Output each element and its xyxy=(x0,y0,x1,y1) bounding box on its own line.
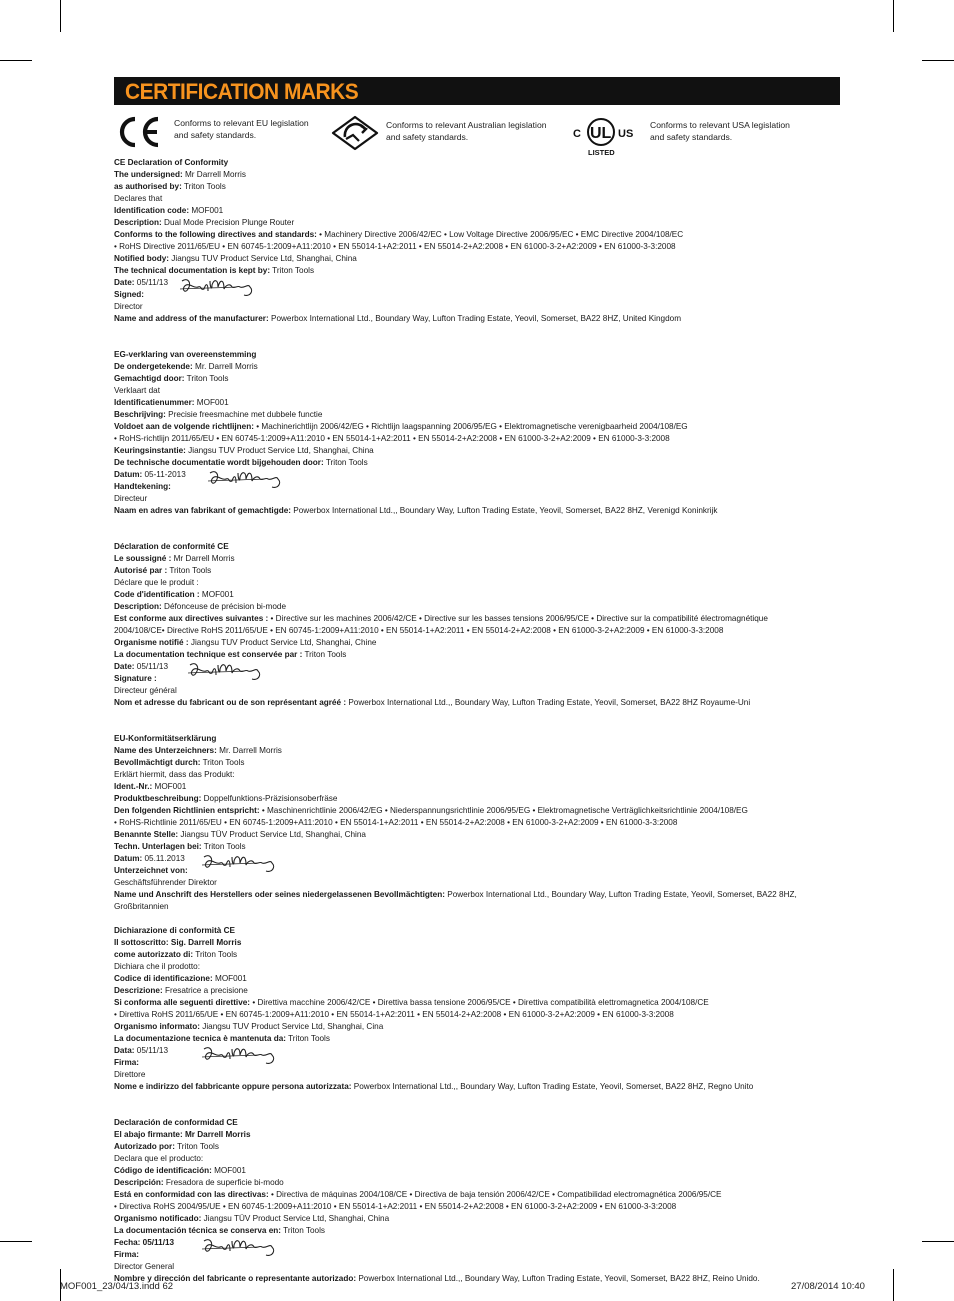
field-label: come autorizzato di: xyxy=(114,950,194,959)
crop-mark xyxy=(893,1269,894,1301)
field-value: Triton Tools xyxy=(193,950,238,959)
field-label: Codice di identificazione: xyxy=(114,974,213,983)
field-text: Verklaart dat xyxy=(114,386,160,395)
crop-mark xyxy=(0,60,32,61)
field-value: Mr. Darrell Morris xyxy=(216,746,282,755)
declaration-it xyxy=(114,925,840,1093)
field-label: The undersigned: xyxy=(114,170,183,179)
field-label: Description: xyxy=(114,602,162,611)
field-label: Name des Unterzeichners: xyxy=(114,746,217,755)
signature xyxy=(200,851,284,881)
crop-mark xyxy=(922,1241,954,1242)
field-label: Beschrijving: xyxy=(114,410,166,419)
field-value: Fresatrice a precisione xyxy=(162,986,248,995)
ul-listed-label: LISTED xyxy=(588,148,615,157)
field-text: Geschäftsführender Direktor xyxy=(114,878,217,887)
field-label: Está en conformidad con las directivas: xyxy=(114,1190,269,1199)
crop-mark xyxy=(0,1241,32,1242)
field-label: Fecha: 05/11/13 xyxy=(114,1238,175,1247)
field-label: Datum: xyxy=(114,854,143,863)
field-value: MOF001 xyxy=(189,206,224,215)
field-label: Description: xyxy=(114,218,162,227)
field-text: 2004/108/CE• Directive RoHS 2011/65/UE • EN 60745-1:2009+A11:2010 • EN 55014-1+A2:2011 • EN 55014-2+A2:2008 • EN 61000-3-2+A2:2009 • EN 61000-3-3:2008 xyxy=(114,626,724,635)
field-label: Organismo informato: xyxy=(114,1022,200,1031)
field-value: Défonceuse de précision bi-mode xyxy=(161,602,287,611)
field-label: Naam en adres van fabrikant of gemachtigde: xyxy=(114,506,291,515)
field-label: Data: xyxy=(114,1046,135,1055)
field-value: Triton Tools xyxy=(181,182,226,191)
field-value: Powerbox International Ltd.,, Boundary Way, Lufton Trading Estate, Yeovil, Somerset, BA22 8HZ Royaume-Uni xyxy=(346,698,751,707)
ce-mark-icon xyxy=(114,115,162,154)
field-label: Nombre y dirección del fabricante o representante autorizado: xyxy=(114,1274,357,1283)
field-value: Triton Tools xyxy=(167,566,212,575)
declaration-fr xyxy=(114,541,840,709)
mark-text-line: Conforms to relevant USA legislation xyxy=(650,120,790,130)
field-label: Name and address of the manufacturer: xyxy=(114,314,269,323)
mark-text-line: and safety standards. xyxy=(174,130,257,140)
field-label: Datum: xyxy=(114,470,143,479)
mark-text-line: and safety standards. xyxy=(650,132,733,142)
field-label: Code d'identification : xyxy=(114,590,200,599)
field-value: Mr. Darrell Morris xyxy=(192,362,258,371)
field-value: Powerbox International Ltd.,, Boundary Way, Lufton Trading Estate, Yeovil, Somerset, BA22 8HZ, Reino Unido. xyxy=(356,1274,760,1283)
field-text: Direttore xyxy=(114,1070,146,1079)
field-value: Mr Darrell Morris xyxy=(182,170,246,179)
field-value: Dual Mode Precision Plunge Router xyxy=(161,218,295,227)
field-value: Powerbox International Ltd., Boundary Way, Lufton Trading Estate, Yeovil, Somerset, BA22 8HZ, xyxy=(444,890,797,899)
field-label: Techn. Unterlagen bei: xyxy=(114,842,202,851)
signature xyxy=(206,467,290,497)
field-label: Notified body: xyxy=(114,254,170,263)
field-label: The technical documentation is kept by: xyxy=(114,266,271,275)
field-label: Benannte Stelle: xyxy=(114,830,179,839)
declaration-title: EG-verklaring van overeenstemming xyxy=(114,350,257,359)
crop-mark xyxy=(60,0,61,32)
field-label: Unterzeichnet von: xyxy=(114,866,188,875)
field-label: Name und Anschrift des Herstellers oder seines niedergelassenen Bevollmächtigten: xyxy=(114,890,445,899)
mark-description xyxy=(386,119,547,143)
field-value: Fresadora de superficie bi-modo xyxy=(163,1178,284,1187)
field-label: Bevollmächtigt durch: xyxy=(114,758,201,767)
ul-mark-icon xyxy=(571,113,637,162)
signature xyxy=(200,1043,284,1073)
declaration-title: EU-Konformitätserklärung xyxy=(114,734,217,743)
field-label: De technische documentatie wordt bijgehouden door: xyxy=(114,458,324,467)
field-label: Signature : xyxy=(114,674,157,683)
field-label: Date: xyxy=(114,662,135,671)
footer-file-info: MOF001_23/04/13.indd 62 xyxy=(60,1281,174,1292)
field-label: Keuringsinstantie: xyxy=(114,446,186,455)
field-value: • Directive sur les machines 2006/42/CE • Directive sur les basses tensions 2006/95/CE • Directive sur la compatibilité électromagnétique xyxy=(268,614,768,623)
field-text: Declara que el producto: xyxy=(114,1154,204,1163)
crop-mark xyxy=(893,0,894,32)
field-label: La documentación técnica se conserva en: xyxy=(114,1226,281,1235)
field-label: Produktbeschreibung: xyxy=(114,794,202,803)
mark-description xyxy=(650,119,790,143)
field-label: Date: xyxy=(114,278,135,287)
field-value: 05-11-2013 xyxy=(142,470,186,479)
field-value: Triton Tools xyxy=(285,1034,330,1043)
field-text: • Direttiva RoHS 2011/65/UE • EN 60745-1:2009+A11:2010 • EN 55014-1+A2:2011 • EN 55014-2+A2:2008 • EN 61000-3-2+A2:2009 • EN 61000-3-3:2008 xyxy=(114,1010,674,1019)
field-text: Directeur xyxy=(114,494,148,503)
field-value: Powerbox International Ltd.,, Boundary Way, Lufton Trading Estate, Yeovil, Somerset, BA22 8HZ, Regno Unito xyxy=(351,1082,754,1091)
field-label: Descrizione: xyxy=(114,986,163,995)
field-value: Triton Tools xyxy=(281,1226,325,1235)
field-text: • RoHS-richtlijn 2011/65/EU • EN 60745-1:2009+A11:2010 • EN 55014-1+A2:2011 • EN 55014-2+A2:2008 • EN 61000-3-2+A2:2009 • EN 61000-3-3:2008 xyxy=(114,434,670,443)
field-label: La documentation technique est conservée par : xyxy=(114,650,303,659)
field-value: 05/11/13 xyxy=(134,278,169,287)
field-value: Jiangsu TUV Product Service Ltd, Shanghai, China xyxy=(185,446,374,455)
field-value: • Directiva de máquinas 2004/108/CE • Directiva de baja tensión 2006/42/CE • Compatibilidad electromagnética 2006/95/CE xyxy=(268,1190,722,1199)
field-value: MOF001 xyxy=(194,398,229,407)
field-value: Doppelfunktions-Präzisionsoberfräse xyxy=(201,794,338,803)
field-label: Gemachtigd door: xyxy=(114,374,185,383)
field-value: Triton Tools xyxy=(270,266,315,275)
field-value: MOF001 xyxy=(211,1166,246,1175)
field-value: Triton Tools xyxy=(302,650,347,659)
field-text: Déclare que le produit : xyxy=(114,578,199,587)
field-text: • RoHS-Richtlinie 2011/65/EU • EN 60745-1:2009+A11:2010 • EN 55014-1+A2:2011 • EN 55014-2+A2:2008 • EN 61000-3-2+A2:2009 • EN 61000-3-3:2008 xyxy=(114,818,678,827)
signature xyxy=(178,275,262,305)
field-value: Powerbox International Ltd., Boundary Way, Lufton Trading Estate, Yeovil, Somerset, BA22 8HZ, United Kingdom xyxy=(268,314,682,323)
field-text: • Directiva RoHS 2004/95/UE • EN 60745-1:2009+A11:2010 • EN 55014-1+A2:2011 • EN 55014-2+A2:2008 • EN 61000-3-2+A2:2009 • EN 61000-3-3:2008 xyxy=(114,1202,677,1211)
field-value: • Maschinenrichtlinie 2006/42/EG • Niederspannungsrichtlinie 2006/95/EG • Elektromagnetische Verträglichkeitsrichtlinie 2004/108/EG xyxy=(259,806,748,815)
field-label: De ondergetekende: xyxy=(114,362,193,371)
field-label: Firma: xyxy=(114,1058,140,1067)
field-value: Mr Darrell Morris xyxy=(171,554,235,563)
field-value: Triton Tools xyxy=(200,758,245,767)
field-label: Il sottoscritto: Sig. Darrell Morris xyxy=(114,938,242,947)
field-value: Triton Tools xyxy=(323,458,368,467)
declaration-title: Déclaration de conformité CE xyxy=(114,542,229,551)
field-label: Ident.-Nr.: xyxy=(114,782,153,791)
declaration-de xyxy=(114,733,840,913)
field-label: Est conforme aux directives suivantes : xyxy=(114,614,269,623)
signature xyxy=(200,1235,284,1265)
field-text: Großbritannien xyxy=(114,902,169,911)
declarations xyxy=(114,157,840,1285)
ul-letters: UL xyxy=(590,125,612,142)
field-text: Dichiara che il prodotto: xyxy=(114,962,201,971)
field-label: Conforms to the following directives and standards: xyxy=(114,230,317,239)
field-value: Triton Tools xyxy=(184,374,229,383)
field-label: Si conforma alle seguenti direttive: xyxy=(114,998,251,1007)
declaration-title: Declaración de conformidad CE xyxy=(114,1118,238,1127)
field-value: Triton Tools xyxy=(201,842,246,851)
field-label: as authorised by: xyxy=(114,182,182,191)
field-label: Firma: xyxy=(114,1250,140,1259)
field-text: Directeur général xyxy=(114,686,177,695)
declaration-nl xyxy=(114,349,840,517)
field-label: Código de identificación: xyxy=(114,1166,212,1175)
field-value: Jiangsu TÜV Product Service Ltd, Shanghai, China xyxy=(201,1214,390,1223)
footer-timestamp: 27/08/2014 10:40 xyxy=(791,1281,865,1292)
field-label: Signed: xyxy=(114,290,145,299)
field-text: • RoHS Directive 2011/65/EU • EN 60745-1:2009+A11:2010 • EN 55014-1+A2:2011 • EN 55014-2+A2:2008 • EN 61000-3-2+A2:2009 • EN 61000-3-3:2008 xyxy=(114,242,676,251)
field-value: 05/11/13 xyxy=(134,662,169,671)
field-value: 05.11.2013 xyxy=(142,854,185,863)
field-value: MOF001 xyxy=(152,782,187,791)
signature xyxy=(186,659,270,689)
field-value: MOF001 xyxy=(212,974,247,983)
field-value: Triton Tools xyxy=(174,1142,219,1151)
field-label: Handtekening: xyxy=(114,482,171,491)
declaration-es xyxy=(114,1117,840,1285)
field-label: Nom et adresse du fabricant ou de son représentant agréé : xyxy=(114,698,347,707)
field-value: Precisie freesmachine met dubbele functie xyxy=(165,410,323,419)
field-label: Identification code: xyxy=(114,206,190,215)
field-label: Identificatienummer: xyxy=(114,398,195,407)
field-label: Den folgenden Richtlinien entspricht: xyxy=(114,806,260,815)
declaration-en xyxy=(114,157,840,325)
field-text: Director General xyxy=(114,1262,175,1271)
field-value: Jiangsu TUV Product Service Ltd, Shanghai, China xyxy=(169,254,357,263)
field-value: • Machinery Directive 2006/42/EC • Low Voltage Directive 2006/95/EC • EMC Directive 2004/108/EC xyxy=(316,230,684,239)
section-title: CERTIFICATION MARKS xyxy=(125,79,359,104)
ul-c-label: C xyxy=(573,128,581,140)
crop-mark xyxy=(922,60,954,61)
field-label: Nome e indirizzo del fabbricante oppure persona autorizzata: xyxy=(114,1082,352,1091)
field-value: Powerbox International Ltd.,, Boundary Way, Lufton Trading Estate, Yeovil, Somerset, BA22 8HZ, Verenigd Koninkrijk xyxy=(291,506,718,515)
field-value: Jiangsu TUV Product Service Ltd, Shanghai, Cina xyxy=(199,1022,384,1031)
mark-text-line: Conforms to relevant EU legislation xyxy=(174,118,309,128)
field-value: Jiangsu TUV Product Service Ltd, Shanghai, Chine xyxy=(188,638,377,647)
field-label: Autorizado por: xyxy=(114,1142,175,1151)
field-value: • Direttiva macchine 2006/42/CE • Direttiva bassa tensione 2006/95/CE • Direttiva compatibilità elettromagnetica 2004/108/CE xyxy=(250,998,709,1007)
field-label: Organisme notifié : xyxy=(114,638,189,647)
field-value: 05/11/13 xyxy=(134,1046,169,1055)
mark-description xyxy=(174,117,309,141)
field-value: • Machinerichtlijn 2006/42/EG • Richtlijn laagspanning 2006/95/EG • Elektromagnetische verenigbaarheid 2004/108/EG xyxy=(253,422,688,431)
field-value: Jiangsu TÜV Product Service Ltd, Shanghai, China xyxy=(178,830,366,839)
field-label: Descripción: xyxy=(114,1178,164,1187)
field-text: Erklärt hiermit, dass das Produkt: xyxy=(114,770,235,779)
ul-us-label: US xyxy=(618,128,634,140)
rcm-mark-icon xyxy=(331,115,379,156)
field-value: MOF001 xyxy=(199,590,234,599)
declaration-title: CE Declaration of Conformity xyxy=(114,158,229,167)
mark-text-line: Conforms to relevant Australian legislation xyxy=(386,120,547,130)
field-label: La documentazione tecnica è mantenuta da: xyxy=(114,1034,286,1043)
field-label: Voldoet aan de volgende richtlijnen: xyxy=(114,422,254,431)
field-label: Autorisé par : xyxy=(114,566,168,575)
field-label: El abajo firmante: Mr Darrell Morris xyxy=(114,1130,251,1139)
field-label: Organismo notificado: xyxy=(114,1214,202,1223)
declaration-title: Dichiarazione di conformità CE xyxy=(114,926,236,935)
field-text: Declares that xyxy=(114,194,163,203)
mark-text-line: and safety standards. xyxy=(386,132,469,142)
field-text: Director xyxy=(114,302,143,311)
section-header xyxy=(114,77,840,105)
field-label: Le soussigné : xyxy=(114,554,172,563)
